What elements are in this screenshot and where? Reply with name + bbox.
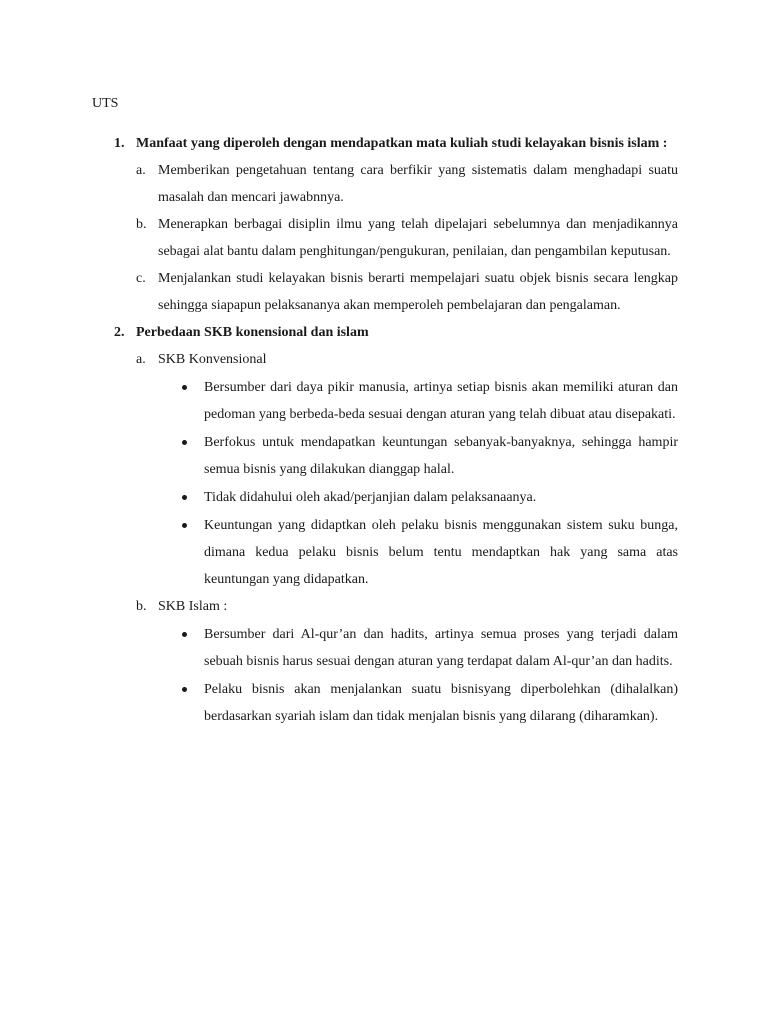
bullet-item (182, 429, 678, 483)
sub-item (136, 265, 678, 319)
bullet-text: Keuntungan yang didaptkan oleh pelaku bisnis menggunakan sistem suku bunga, dimana kedua pelaku bisnis belum tentu mendaptkan hak yang sama atas keuntungan yang didapatkan. (204, 518, 678, 587)
section-2 (92, 319, 678, 730)
section-1 (92, 130, 678, 319)
section-number: 1. (114, 136, 125, 151)
bullet-item (182, 484, 678, 511)
document-title: UTS (92, 96, 119, 111)
bullet-text: Tidak didahului oleh akad/perjanjian dalam pelaksanaanya. (204, 490, 537, 505)
sub-item-letter: c. (136, 271, 146, 286)
sub-item-islam (136, 593, 678, 620)
sub-item-text: SKB Islam : (158, 599, 228, 614)
bullet-dot-icon (182, 385, 187, 390)
bullet-item (182, 621, 678, 675)
sub-item-letter: b. (136, 217, 147, 232)
bullet-dot-icon (182, 687, 187, 692)
bullet-text: Bersumber dari Al-qur’an dan hadits, artinya semua proses yang terjadi dalam sebuah bisnis harus sesuai dengan aturan yang terdapat dalam Al-qur’an dan hadits. (204, 627, 678, 669)
sub-item-text: SKB Konvensional (158, 352, 267, 367)
bullet-list (136, 621, 678, 730)
section-number: 2. (114, 325, 125, 340)
bullet-item (182, 676, 678, 730)
bullet-text: Bersumber dari daya pikir manusia, artinya setiap bisnis akan memiliki aturan dan pedoman yang berbeda-beda sesuai dengan aturan yang telah dibuat atau disepakati. (204, 380, 678, 422)
section-heading: Manfaat yang diperoleh dengan mendapatkan mata kuliah studi kelayakan bisnis islam : (136, 136, 668, 151)
sub-item-letter: a. (136, 163, 146, 178)
bullet-item (182, 374, 678, 428)
bullet-dot-icon (182, 523, 187, 528)
bullet-dot-icon (182, 495, 187, 500)
bullet-dot-icon (182, 632, 187, 637)
sub-item-text: Menjalankan studi kelayakan bisnis berarti mempelajari suatu objek bisnis secara lengkap sehingga siapapun pelaksananya akan memperoleh pembelajaran dan pengalaman. (158, 271, 678, 313)
sub-item (136, 157, 678, 211)
sub-item-text: Menerapkan berbagai disiplin ilmu yang telah dipelajari sebelumnya dan menjadikannya sebagai alat bantu dalam penghitungan/pengukuran, penilaian, dan pengambilan keputusan. (158, 217, 678, 259)
bullet-dot-icon (182, 440, 187, 445)
sub-item (136, 211, 678, 265)
sub-item-text: Memberikan pengetahuan tentang cara berfikir yang sistematis dalam menghadapi suatu masalah dan mencari jawabnnya. (158, 163, 678, 205)
section-heading: Perbedaan SKB konensional dan islam (136, 325, 369, 340)
bullet-text: Pelaku bisnis akan menjalankan suatu bisnisyang diperbolehkan (dihalalkan) berdasarkan syariah islam dan tidak menjalan bisnis yang dilarang (diharamkan). (204, 682, 678, 724)
sub-item-letter: b. (136, 599, 147, 614)
sub-item-letter: a. (136, 352, 146, 367)
bullet-text: Berfokus untuk mendapatkan keuntungan sebanyak-banyaknya, sehingga hampir semua bisnis yang dilakukan dianggap halal. (204, 435, 678, 477)
bullet-item (182, 512, 678, 593)
sub-item-konvensional (136, 346, 678, 373)
bullet-list (136, 374, 678, 593)
